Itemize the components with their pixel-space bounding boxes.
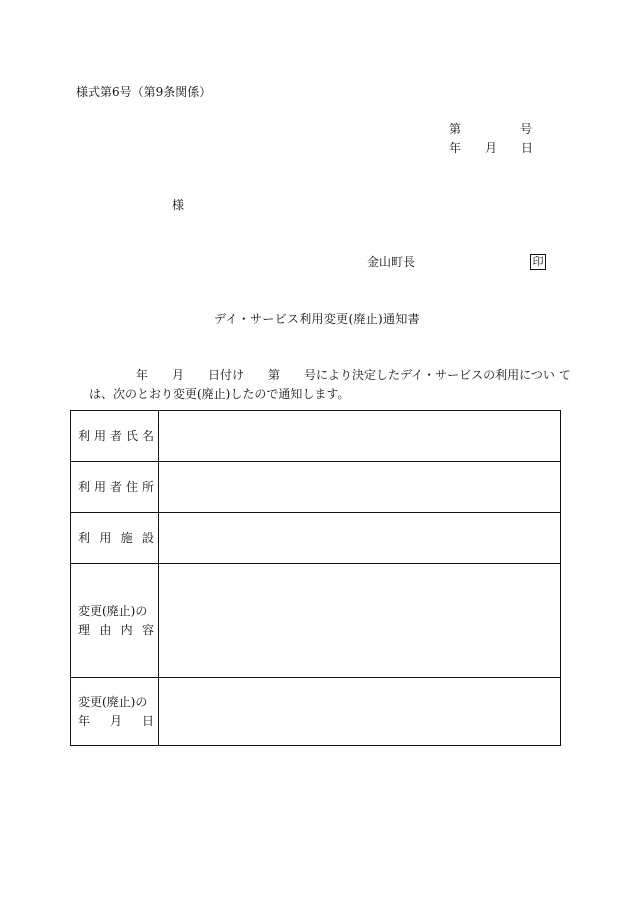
- body-number-prefix: 第: [268, 368, 281, 382]
- field-change-date[interactable]: [159, 678, 561, 746]
- label-user-address: 利 用 者 住 所: [71, 462, 159, 513]
- issuer-title: 金山町長: [367, 255, 416, 269]
- notification-table: [70, 410, 561, 746]
- table-row-facility: [71, 513, 561, 564]
- issue-date-year: 年: [449, 141, 462, 155]
- body-number-text: 号により決定したデイ・サービスの利用につい て: [304, 368, 571, 382]
- document-title: デイ・サービス利用変更(廃止)通知書: [214, 312, 420, 326]
- body-year: 年: [136, 368, 149, 382]
- field-user-name[interactable]: [159, 411, 561, 462]
- body-date-suffix: 日付け: [208, 368, 245, 382]
- field-change-reason[interactable]: [159, 564, 561, 678]
- issue-date-month: 月: [485, 141, 498, 155]
- table-row-change-date: [71, 678, 561, 746]
- label-change-date: 変更(廃止)の 年 月 日: [71, 678, 159, 746]
- label-user-name: 利 用 者 氏 名: [71, 411, 159, 462]
- table-row-user-name: [71, 411, 561, 462]
- seal-mark: 印: [530, 254, 546, 270]
- table-row-change-reason: [71, 564, 561, 678]
- issue-date-day: 日: [521, 141, 534, 155]
- body-month: 月: [172, 368, 185, 382]
- label-facility: 利 用 施 設: [71, 513, 159, 564]
- doc-number-prefix: 第: [449, 122, 462, 136]
- form-number: 様式第6号（第9条関係）: [76, 85, 212, 99]
- field-user-address[interactable]: [159, 462, 561, 513]
- recipient-honorific: 様: [172, 198, 185, 212]
- table-row-user-address: [71, 462, 561, 513]
- label-change-reason: 変更(廃止)の 理 由 内 容: [71, 564, 159, 678]
- doc-number-suffix: 号: [520, 122, 533, 136]
- field-facility[interactable]: [159, 513, 561, 564]
- body-text-line-2: は、次のとおり変更(廃止)したので通知します。: [89, 387, 350, 401]
